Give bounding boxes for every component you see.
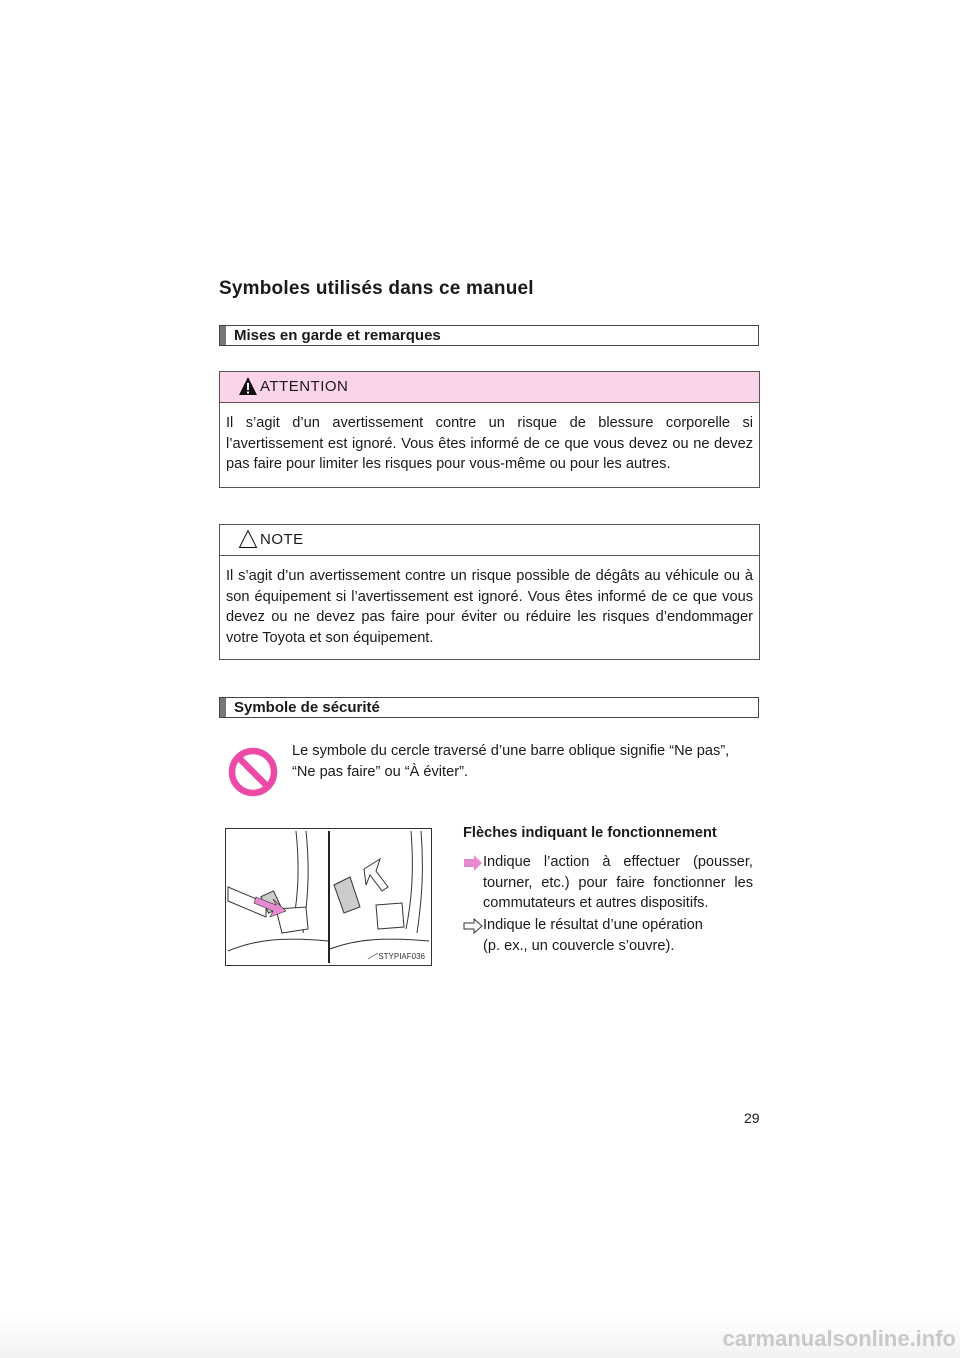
attention-box [219,371,760,488]
note-body: Il s’agit d’un avertissement contre un risque possible de dégâts au véhicule ou à son équipement si l’avertissement est ignoré. Vous êtes informé de ce que vous devez ou ne devez pas faire pour éviter ou réduire les risques d’endommager votre Toyota et son équipement. [226,568,753,646]
result-arrow-icon [463,918,483,934]
seatbelt-drawing [226,829,431,965]
attention-title: ATTENTION [260,378,349,395]
result-arrow-line: Indique le résultat d’une opération [483,917,703,933]
section-header-safety [219,697,759,718]
prohibition-icon [228,747,278,797]
result-arrow-text [483,915,753,956]
arrows-title: Flèches indiquant le fonctionnement [463,825,717,841]
section-title: Symbole de sécurité [234,699,380,716]
warning-triangle-filled-icon [238,376,258,396]
safety-symbol-line: “Ne pas faire” ou “À éviter”. [292,763,468,780]
safety-symbol-line: Le symbole du cercle traversé d’une barre oblique signifie “Ne pas”, [292,743,730,759]
result-arrow-line: (p. ex., un couvercle s’ouvre). [483,937,675,954]
result-arrow-item [463,915,753,956]
note-box [219,524,760,660]
watermark [0,1318,960,1358]
action-arrow-item [463,852,753,914]
note-title: NOTE [260,531,304,548]
safety-symbol-description [292,741,758,782]
section-marker [220,698,226,717]
illustration-code: STYPIAF036 [378,952,425,961]
warning-triangle-outline-icon [238,529,258,549]
action-arrow-text: Indique l’action à effectuer (pousser, tourner, etc.) pour faire fonctionner les commutateurs et autres dispositifs. [483,854,753,911]
page-number: 29 [744,1110,760,1126]
section-title: Mises en garde et remarques [234,327,441,344]
attention-body: Il s’agit d’un avertissement contre un risque de blessure corporelle si l’avertissement est ignoré. Vous êtes informé de ce que vous devez ou ne devez pas faire pour limiter les risques pour vous-même ou pour les autres. [226,415,753,472]
seatbelt-illustration [225,828,432,966]
section-marker [220,326,226,345]
note-header [220,525,759,556]
attention-header [220,372,759,403]
section-header-warnings [219,325,759,346]
watermark-text: carmanualsonline.info [722,1326,956,1351]
page-title: Symboles utilisés dans ce manuel [219,278,534,299]
action-arrow-icon [463,855,483,871]
